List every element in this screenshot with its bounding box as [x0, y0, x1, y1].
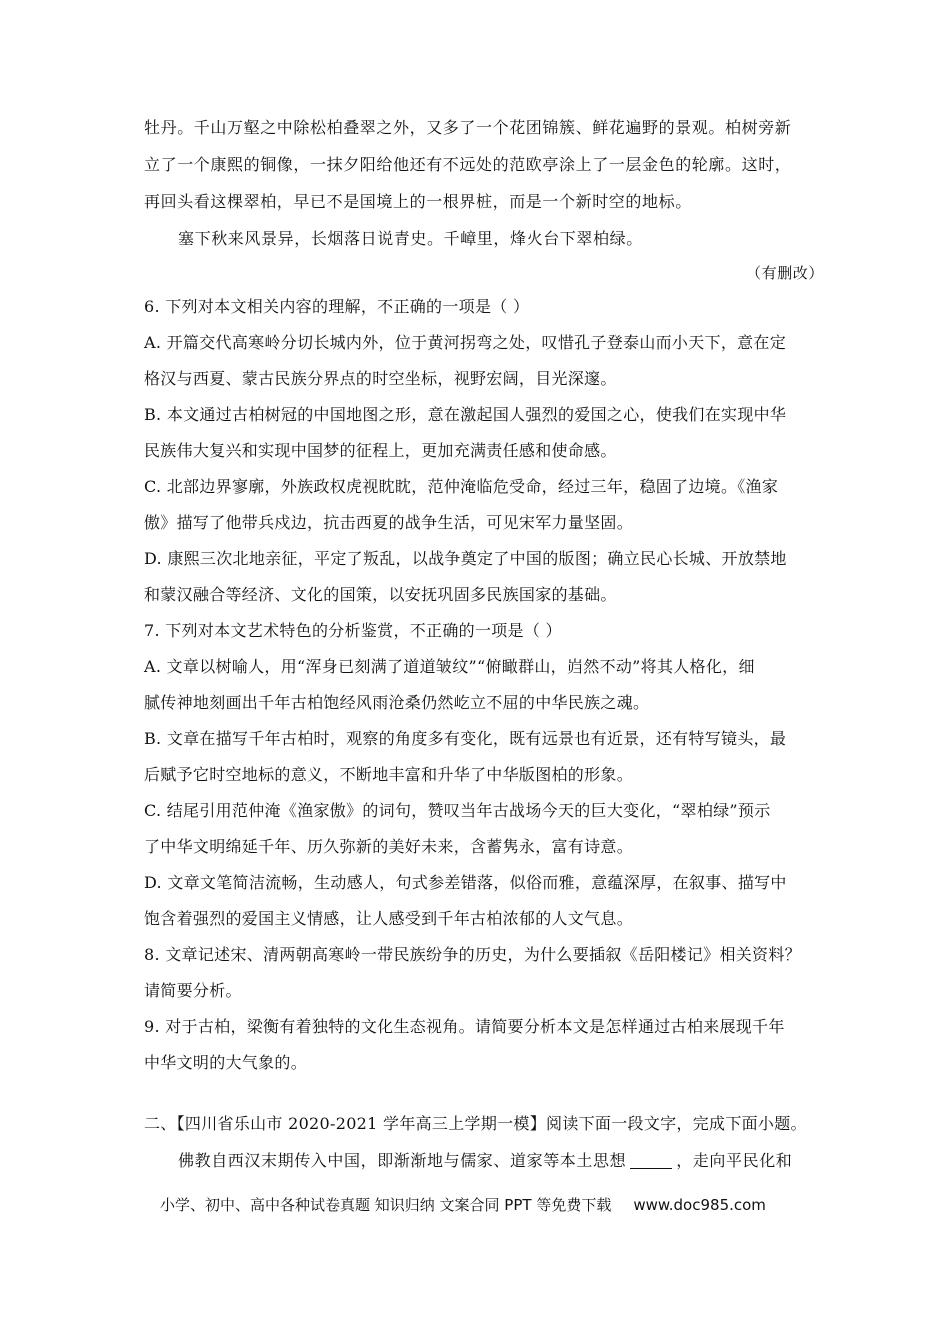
question-8: 8. 文章记述宋、清两朝高寒岭一带民族纷争的历史，为什么要插叙《岳阳楼记》相关资料？ [144, 945, 801, 964]
q6-option-a-cont: 格汉与西夏、蒙古民族分界点的时空坐标，视野宏阔，目光深邃。 [144, 369, 617, 388]
section-2-intro [178, 1151, 792, 1171]
q7-option-c: C. 结尾引用范仲淹《渔家傲》的词句，赞叹当年古战场今天的巨大变化，“翠柏绿”预示 [144, 801, 771, 820]
passage-line: 再回头看这棵翠柏，早已不是国境上的一根界桩，而是一个新时空的地标。 [144, 192, 692, 211]
q7-option-b: B. 文章在描写千年古柏时，观察的角度多有变化，既有远景也有近景，还有特写镜头，最 [144, 729, 787, 748]
q7-option-d: D. 文章文笔简洁流畅，生动感人，句式参差错落，似俗而雅，意蕴深厚，在叙事、描写中 [144, 873, 787, 892]
q7-option-a-cont: 腻传神地刻画出千年古柏饱经风雨沧桑仍然屹立不屈的中华民族之魂。 [144, 693, 650, 712]
question-9-cont: 中华文明的大气象的。 [144, 1053, 308, 1072]
passage-closing-line: 塞下秋来风景异，长烟落日说青史。千嶂里，烽火台下翠柏绿。 [178, 229, 643, 248]
footer-url[interactable]: www.doc985.com [633, 1196, 766, 1214]
q7-option-c-cont: 了中华文明绵延千年、历久弥新的美好未来，含蓄隽永，富有诗意。 [144, 837, 634, 856]
q7-option-d-cont: 饱含着强烈的爱国主义情感，让人感受到千年古柏浓郁的人文气息。 [144, 909, 634, 928]
q6-option-b-cont: 民族伟大复兴和实现中国梦的征程上，更加充满责任感和使命感。 [144, 441, 617, 460]
q6-option-b: B. 本文通过古柏树冠的中国地图之形，意在激起国人强烈的爱国之心，使我们在实现中华 [144, 405, 787, 424]
q6-option-c-cont: 傲》描写了他带兵戍边，抗击西夏的战争生活，可见宋军力量坚固。 [144, 513, 634, 532]
q6-option-d: D. 康熙三次北地亲征，平定了叛乱，以战争奠定了中国的版图；确立民心长城、开放禁地 [144, 549, 787, 568]
passage-line: 立了一个康熙的铜像，一抹夕阳给他还有不远处的范欧亭涂上了一层金色的轮廓。这时， [144, 155, 792, 174]
q6-option-a: A. 开篇交代高寒岭分切长城内外，位于黄河拐弯之处，叹惜孔子登泰山而小天下，意在定 [144, 333, 787, 352]
intro-text-after: ，走向平民化和 [676, 1151, 793, 1170]
question-8-cont: 请简要分析。 [144, 981, 242, 1000]
question-6: 6. 下列对本文相关内容的理解，不正确的一项是（ ） [144, 297, 530, 316]
passage-line: 牡丹。千山万壑之中除松柏叠翠之外，又多了一个花团锦簇、鲜花遍野的景观。柏树旁新 [144, 118, 792, 137]
footer-text: 小学、初中、高中各种试卷真题 知识归纳 文案合同 PPT 等免费下载 [160, 1196, 612, 1214]
footer [160, 1194, 766, 1215]
intro-text-before: 佛教自西汉末期传入中国，即渐渐地与儒家、道家等本土思想 [178, 1151, 627, 1170]
section-2-heading: 二、【四川省乐山市 2020-2021 学年高三上学期一模】阅读下面一段文字，完成下面小题。 [144, 1114, 807, 1133]
fill-in-blank [630, 1154, 672, 1169]
q6-option-c: C. 北部边界寥廓，外族政权虎视眈眈，范仲淹临危受命，经过三年，稳固了边境。《渔家 [144, 477, 779, 496]
q7-option-b-cont: 后赋予它时空地标的意义，不断地丰富和升华了中华版图柏的形象。 [144, 765, 634, 784]
question-9: 9. 对于古柏，梁衡有着独特的文化生态视角。请简要分析本文是怎样通过古柏来展现千年 [144, 1017, 785, 1036]
question-7: 7. 下列对本文艺术特色的分析鉴赏，不正确的一项是（ ） [144, 621, 562, 640]
q7-option-a: A. 文章以树喻人，用“浑身已刻满了道道皱纹”“俯瞰群山，岿然不动”将其人格化，细 [144, 657, 755, 676]
attribution: （有删改） [746, 264, 825, 282]
q6-option-d-cont: 和蒙汉融合等经济、文化的国策，以安抚巩固多民族国家的基础。 [144, 585, 617, 604]
